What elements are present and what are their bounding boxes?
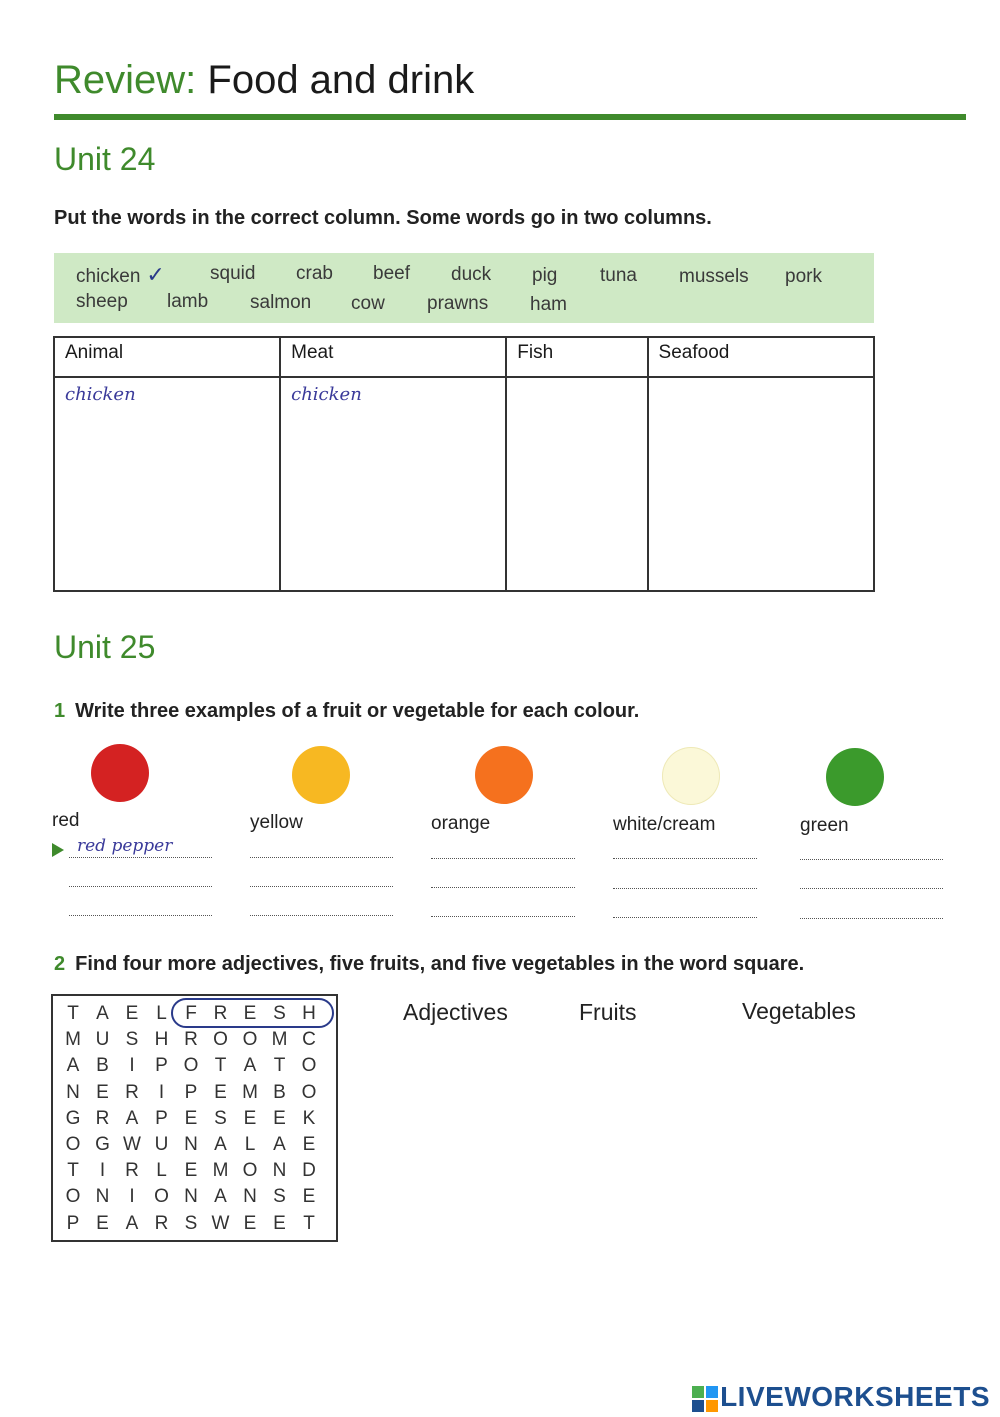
answer-cell-animal[interactable]: [54, 377, 280, 591]
grid-letter[interactable]: I: [129, 1186, 135, 1208]
grid-letter[interactable]: N: [184, 1186, 198, 1208]
example-arrow-icon: [52, 843, 64, 857]
answer-line[interactable]: [431, 887, 575, 888]
grid-letter[interactable]: P: [155, 1055, 168, 1077]
answer-cell-meat[interactable]: [280, 377, 506, 591]
column-header-seafood: Seafood: [648, 337, 874, 377]
grid-letter[interactable]: R: [95, 1107, 110, 1129]
grid-letter[interactable]: I: [99, 1160, 106, 1182]
grid-letter[interactable]: O: [301, 1055, 317, 1077]
grid-letter[interactable]: R: [154, 1212, 169, 1234]
word-mussels[interactable]: mussels: [679, 266, 749, 287]
grid-letter[interactable]: W: [123, 1134, 141, 1155]
grid-letter[interactable]: O: [183, 1055, 199, 1077]
brand-name: LIVEWORKSHEETS: [720, 1381, 990, 1412]
word-crab[interactable]: crab: [296, 263, 333, 284]
word-salmon[interactable]: salmon: [250, 292, 312, 313]
liveworksheets-logo-icon: [692, 1386, 718, 1412]
grid-letter[interactable]: T: [214, 1055, 227, 1077]
grid-letter[interactable]: N: [272, 1160, 287, 1182]
unit25-heading: Unit 25: [54, 629, 156, 665]
grid-letter[interactable]: R: [125, 1081, 139, 1103]
answer-line[interactable]: [69, 886, 212, 887]
grid-letter[interactable]: I: [158, 1081, 165, 1103]
grid-letter[interactable]: P: [155, 1107, 168, 1129]
word-cow[interactable]: cow: [351, 293, 385, 314]
ex1-number: 1: [54, 700, 66, 722]
page-title: [54, 58, 474, 103]
grid-letter[interactable]: H: [302, 1003, 316, 1024]
grid-letter[interactable]: P: [184, 1081, 198, 1103]
grid-letter[interactable]: E: [184, 1107, 198, 1129]
grid-letter[interactable]: M: [65, 1029, 81, 1051]
answer-line[interactable]: [250, 857, 393, 858]
grid-letter[interactable]: M: [212, 1160, 229, 1182]
grid-letter[interactable]: B: [273, 1081, 286, 1103]
label-white-cream: white/cream: [613, 814, 716, 835]
answer-line[interactable]: [800, 918, 943, 919]
white-cream-dot: [662, 747, 720, 805]
word-sheep[interactable]: sheep: [76, 291, 128, 312]
grid-letter[interactable]: T: [273, 1055, 286, 1077]
word-beef[interactable]: beef: [373, 263, 410, 284]
grid-letter[interactable]: N: [243, 1186, 257, 1208]
title-main: Food and drink: [207, 58, 475, 102]
grid-letter[interactable]: L: [244, 1134, 256, 1155]
grid-letter[interactable]: E: [243, 1003, 257, 1024]
answer-line[interactable]: [250, 915, 393, 916]
grid-letter[interactable]: A: [125, 1212, 139, 1234]
grid-letter[interactable]: A: [125, 1107, 139, 1129]
grid-letter[interactable]: N: [95, 1186, 110, 1208]
grid-letter[interactable]: O: [154, 1186, 169, 1208]
green-dot: [826, 748, 884, 806]
grid-letter[interactable]: E: [302, 1134, 316, 1155]
grid-letter[interactable]: T: [303, 1212, 315, 1234]
grid-letter[interactable]: U: [154, 1134, 169, 1155]
answer-line[interactable]: [800, 859, 943, 860]
answer-line[interactable]: [69, 857, 212, 858]
grid-letter[interactable]: S: [273, 1003, 286, 1024]
word-pig[interactable]: pig: [532, 265, 558, 286]
grid-letter[interactable]: A: [243, 1055, 257, 1077]
label-green: green: [800, 815, 849, 836]
grid-letter[interactable]: M: [271, 1029, 288, 1051]
grid-letter[interactable]: N: [66, 1081, 80, 1103]
grid-letter[interactable]: A: [273, 1134, 286, 1155]
word-square: [51, 994, 338, 1242]
grid-letter[interactable]: M: [242, 1081, 258, 1103]
grid-letter[interactable]: A: [214, 1186, 227, 1208]
grid-letter[interactable]: O: [242, 1029, 258, 1051]
ex2-instruction: [54, 953, 804, 976]
word-ham[interactable]: ham: [530, 294, 567, 315]
unit24-instruction: Put the words in the correct column. Some words go in two columns.: [54, 207, 712, 229]
tick-icon: ✓: [146, 262, 165, 287]
answer-line[interactable]: [69, 915, 212, 916]
example-answer: red pepper: [77, 836, 173, 856]
grid-letter[interactable]: A: [66, 1055, 80, 1077]
grid-letter[interactable]: T: [67, 1003, 79, 1024]
word-prawns[interactable]: prawns: [427, 293, 489, 314]
grid-letter[interactable]: O: [301, 1081, 317, 1103]
word-pork[interactable]: pork: [785, 266, 822, 287]
answer-animal: chicken: [65, 384, 136, 405]
grid-letter[interactable]: L: [156, 1160, 167, 1182]
red-dot: [91, 744, 149, 802]
word-tuna[interactable]: tuna: [600, 265, 637, 286]
grid-letter[interactable]: K: [302, 1107, 316, 1129]
title-rule: [54, 114, 966, 120]
grid-letter[interactable]: R: [213, 1003, 228, 1024]
ex1-text: Write three examples of a fruit or vegetable for each colour.: [75, 700, 640, 722]
ex2-number: 2: [54, 953, 66, 975]
ex2-text: Find four more adjectives, five fruits, and five vegetables in the word square.: [75, 953, 805, 975]
grid-letter[interactable]: H: [154, 1029, 169, 1051]
grid-letter[interactable]: B: [96, 1055, 109, 1077]
yellow-dot: [292, 746, 350, 804]
answer-line[interactable]: [613, 858, 757, 859]
grid-letter[interactable]: O: [242, 1160, 258, 1182]
grid-letter[interactable]: E: [273, 1212, 286, 1234]
answer-cell-fish[interactable]: [506, 377, 647, 591]
grid-letter[interactable]: E: [273, 1107, 286, 1129]
grid-letter[interactable]: O: [65, 1186, 81, 1208]
ex1-instruction: [54, 700, 639, 723]
grid-letter[interactable]: D: [302, 1160, 316, 1182]
grid-letter[interactable]: E: [96, 1212, 109, 1234]
column-header-animal: Animal: [54, 337, 280, 377]
answer-meat: chicken: [291, 384, 362, 405]
grid-letter[interactable]: U: [95, 1029, 110, 1051]
column-header-fish: Fish: [506, 337, 647, 377]
category-table: [53, 336, 875, 592]
answer-line[interactable]: [431, 858, 575, 859]
grid-letter[interactable]: E: [96, 1081, 109, 1103]
label-yellow: yellow: [250, 812, 303, 833]
grid-letter[interactable]: N: [184, 1134, 198, 1155]
header-fruits: Fruits: [579, 999, 637, 1025]
answer-line[interactable]: [613, 917, 757, 918]
column-header-meat: Meat: [280, 337, 506, 377]
answer-cell-seafood[interactable]: [648, 377, 874, 591]
answer-line[interactable]: [431, 916, 575, 917]
grid-letter[interactable]: A: [214, 1134, 227, 1155]
grid-letter[interactable]: T: [67, 1160, 79, 1182]
unit24-heading: Unit 24: [54, 141, 156, 177]
grid-letter[interactable]: I: [129, 1055, 135, 1077]
grid-letter[interactable]: E: [184, 1160, 198, 1182]
title-prefix: Review:: [54, 58, 197, 102]
word-box: [54, 253, 874, 323]
grid-letter[interactable]: P: [66, 1212, 80, 1234]
grid-letter[interactable]: G: [95, 1134, 110, 1155]
word-squid[interactable]: squid: [210, 263, 256, 284]
header-vegetables: Vegetables: [742, 998, 856, 1024]
grid-letter[interactable]: F: [185, 1003, 197, 1024]
fresh-circle: [171, 998, 334, 1028]
grid-letter[interactable]: L: [156, 1003, 167, 1024]
header-adjectives: Adjectives: [403, 999, 508, 1025]
grid-letter[interactable]: G: [65, 1107, 81, 1129]
grid-letter[interactable]: R: [125, 1160, 139, 1182]
label-orange: orange: [431, 813, 491, 834]
grid-letter[interactable]: E: [302, 1186, 316, 1208]
grid-letter[interactable]: E: [243, 1107, 257, 1129]
grid-letter[interactable]: C: [302, 1029, 316, 1051]
answer-line[interactable]: [250, 886, 393, 887]
orange-dot: [475, 746, 533, 804]
grid-letter[interactable]: E: [243, 1212, 257, 1234]
label-red: red: [52, 810, 80, 831]
word-lamb[interactable]: lamb: [167, 291, 209, 312]
grid-letter[interactable]: W: [211, 1212, 230, 1234]
grid-letter[interactable]: E: [125, 1003, 139, 1024]
grid-letter[interactable]: O: [65, 1134, 81, 1155]
answer-line[interactable]: [613, 888, 757, 889]
grid-letter[interactable]: S: [214, 1107, 227, 1129]
grid-letter[interactable]: E: [214, 1081, 227, 1103]
brand-footer: [692, 1381, 990, 1413]
grid-letter[interactable]: S: [184, 1212, 198, 1234]
grid-letter[interactable]: S: [125, 1029, 139, 1051]
word-chicken[interactable]: chicken ✓: [76, 262, 165, 287]
grid-letter[interactable]: O: [213, 1029, 228, 1051]
grid-letter[interactable]: R: [184, 1029, 198, 1051]
grid-letter[interactable]: S: [273, 1186, 286, 1208]
word-duck[interactable]: duck: [451, 264, 492, 285]
answer-line[interactable]: [800, 888, 943, 889]
grid-letter[interactable]: A: [96, 1003, 109, 1024]
